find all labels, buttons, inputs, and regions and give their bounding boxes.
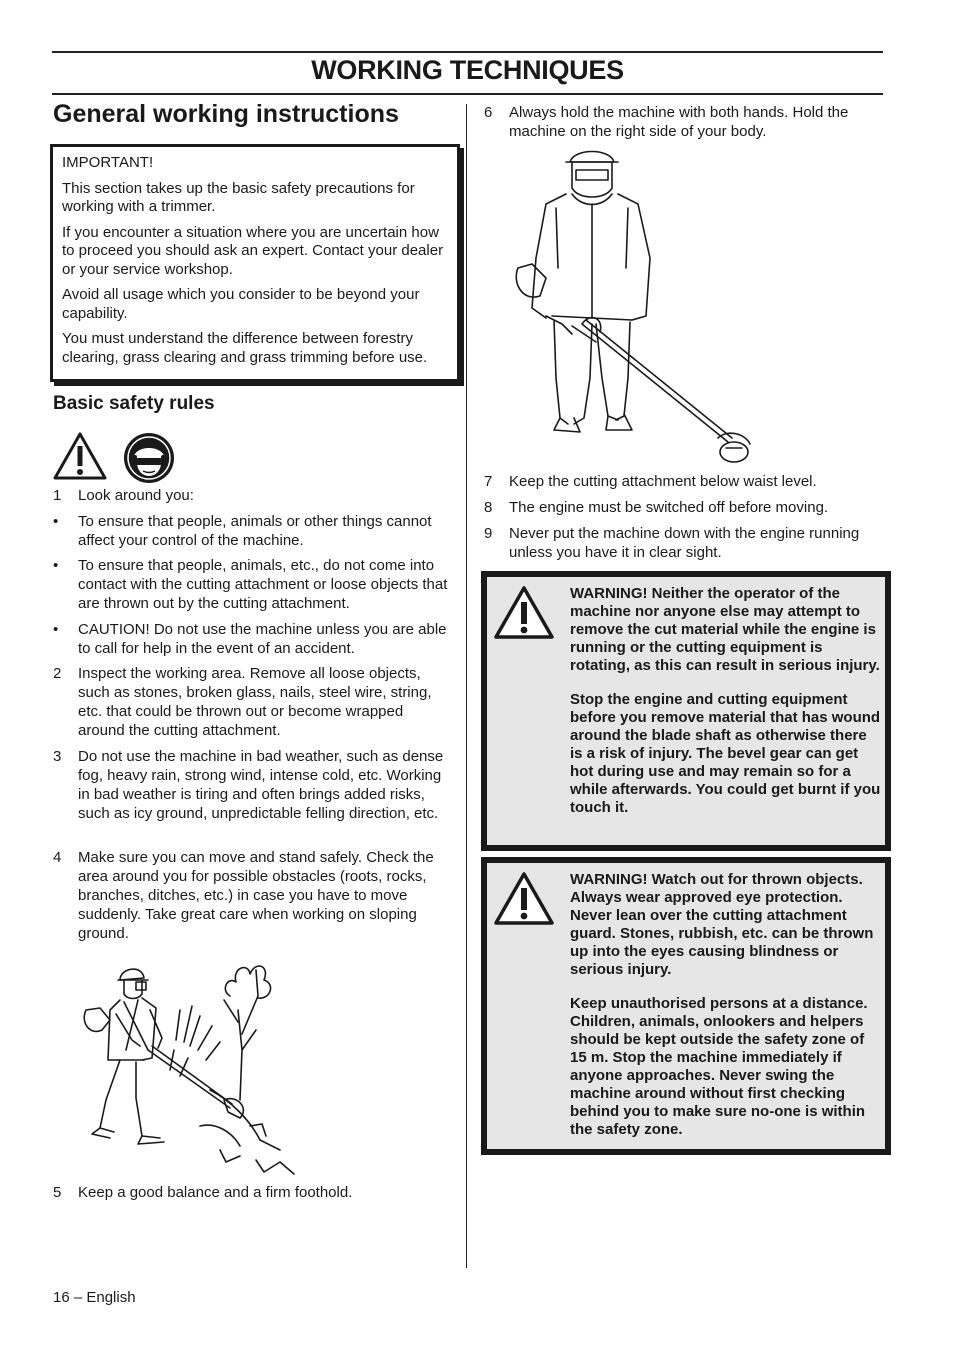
list-number: 4 <box>53 849 62 866</box>
list-item <box>53 512 453 550</box>
important-paragraph: If you encounter a situation where you are uncertain how to proceed you should ask an expert. Contact your dealer or your service workshop. <box>62 223 444 278</box>
header-rule-top <box>52 51 883 53</box>
list-number: 8 <box>484 499 493 516</box>
list-number: 5 <box>53 1184 62 1201</box>
important-label: IMPORTANT! <box>62 154 154 171</box>
eye-ear-protection-icon <box>123 432 175 484</box>
warning-triangle-icon <box>493 585 555 641</box>
warning-paragraph: WARNING! Neither the operator of the machine nor anyone else may attempt to remove the cut material while the engine is running or the cutting equipment is rotating, as this can result in serious injury. <box>570 585 880 674</box>
warning-triangle-icon <box>493 871 555 927</box>
list-item <box>53 1183 453 1202</box>
list-text: To ensure that people, animals, etc., do not come into contact with the cutting attachment or loose objects that are thrown out by the cutting attachment. <box>78 557 448 612</box>
important-paragraph: You must understand the difference between forestry clearing, grass clearing and grass trimming before use. <box>62 330 428 366</box>
list-number: 7 <box>484 473 493 490</box>
header-rule-bottom <box>52 93 883 95</box>
warning-paragraph: WARNING! Watch out for thrown objects. Always wear approved eye protection. Never lean over the cutting attachment guard. Stones, rubbish, etc. can be thrown up into the eyes causing blindness or serious injury. <box>570 871 874 978</box>
list-text: CAUTION! Do not use the machine unless you are able to call for help in the event of an accident. <box>78 621 447 657</box>
section-title: General working instructions <box>53 100 399 128</box>
important-paragraph: Avoid all usage which you consider to be beyond your capability. <box>62 286 420 322</box>
list-number: 3 <box>53 748 62 765</box>
list-number: 1 <box>53 487 62 504</box>
list-text: Always hold the machine with both hands. Hold the machine on the right side of your body. <box>509 104 849 140</box>
list-item <box>484 103 884 141</box>
list-text: Keep the cutting attachment below waist level. <box>509 473 817 490</box>
list-item <box>53 664 453 740</box>
page-footer: 16 – English <box>53 1289 136 1306</box>
important-box <box>50 144 460 382</box>
list-item <box>484 524 884 562</box>
list-text: To ensure that people, animals or other things cannot affect your control of the machine. <box>78 513 432 549</box>
list-number: 2 <box>53 665 62 682</box>
basic-safety-heading: Basic safety rules <box>53 393 215 414</box>
list-text: Keep a good balance and a firm foothold. <box>78 1184 353 1201</box>
list-bullet: • <box>53 557 59 574</box>
important-paragraph: This section takes up the basic safety precautions for working with a trimmer. <box>62 179 415 215</box>
list-text: Do not use the machine in bad weather, such as dense fog, heavy rain, strong wind, intense cold, etc. Working in bad weather is tiring and often brings added risks, such as icy ground, unpredictable felling direction, etc. <box>78 748 444 822</box>
list-text: Look around you: <box>78 487 194 504</box>
list-item <box>53 747 453 842</box>
list-item <box>53 620 453 658</box>
list-text: Inspect the working area. Remove all loose objects, such as stones, broken glass, nails, steel wire, string, etc. that could be thrown out or become wrapped around the cutting attachment. <box>78 665 432 739</box>
list-text: Never put the machine down with the engine running unless you have it in clear sight. <box>509 525 860 561</box>
page-title: WORKING TECHNIQUES <box>311 55 624 85</box>
list-bullet: • <box>53 621 59 638</box>
warning-triangle-icon <box>53 432 107 480</box>
list-item <box>53 848 453 943</box>
list-text: The engine must be switched off before moving. <box>509 499 829 516</box>
warning-box <box>481 857 891 1155</box>
list-item <box>53 556 453 613</box>
warning-paragraph: Stop the engine and cutting equipment before you remove material that has wound around the blade shaft as otherwise there is a risk of injury. The bevel gear can get hot during use and may remain so for a while afterwards. You could get burnt if you touch it. <box>570 691 881 816</box>
warning-box <box>481 571 891 851</box>
list-item <box>53 486 453 505</box>
list-number: 9 <box>484 525 493 542</box>
warning-paragraph: Keep unauthorised persons at a distance. Children, animals, onlookers and helpers should be kept outside the safety zone of 15 m. Stop the machine immediately if anyone approaches. Never swing the machine around without first checking behind you to make sure no-one is within the safety zone. <box>570 995 868 1138</box>
warning-text <box>570 585 882 833</box>
list-item <box>484 472 884 491</box>
list-bullet: • <box>53 513 59 530</box>
warning-text <box>570 871 882 1155</box>
sloping-ground-illustration <box>80 950 305 1182</box>
list-item <box>484 498 884 517</box>
list-text: Make sure you can move and stand safely. Check the area around you for possible obstacles (roots, rocks, branches, ditches, etc.) in case you have to move suddenly. Take great care when working on sloping ground. <box>78 849 434 942</box>
column-divider <box>466 104 467 1268</box>
operator-holding-trimmer-illustration <box>512 148 757 470</box>
list-number: 6 <box>484 104 493 121</box>
